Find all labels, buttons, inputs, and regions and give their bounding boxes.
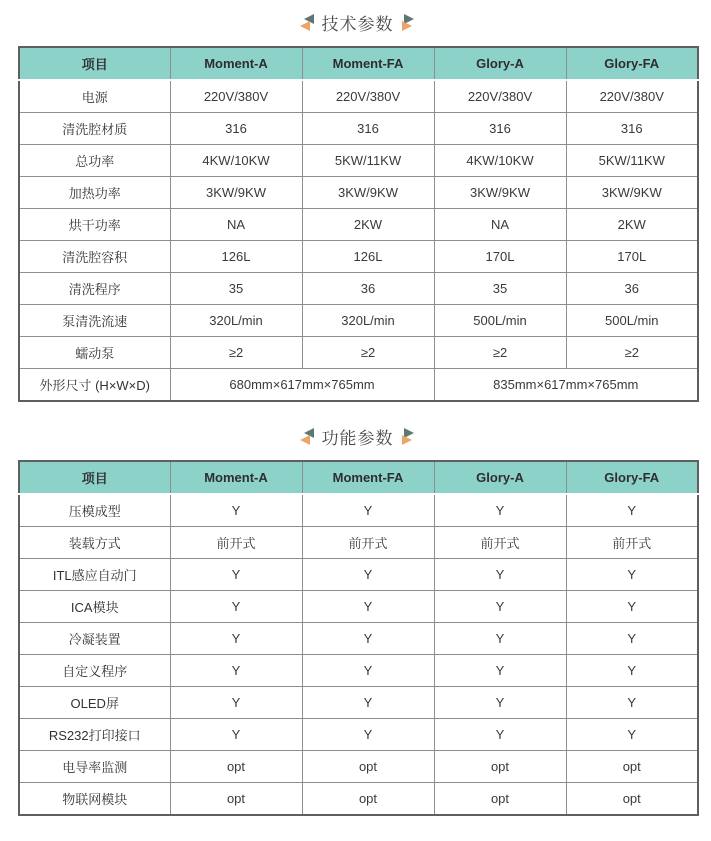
cell-value: ≥2 [302, 337, 434, 369]
section-technical-params [18, 9, 697, 402]
table-row [19, 751, 698, 783]
row-label: 清洗腔材质 [19, 113, 170, 145]
cell-value: 220V/380V [566, 80, 698, 113]
cell-value: 220V/380V [302, 80, 434, 113]
cell-value: 36 [302, 273, 434, 305]
cell-value: NA [170, 209, 302, 241]
table-row [19, 337, 698, 369]
cell-value: Y [302, 559, 434, 591]
cell-value: Y [170, 687, 302, 719]
column-header-model: Moment-A [170, 461, 302, 494]
cell-value: opt [434, 751, 566, 783]
row-label: 装载方式 [19, 527, 170, 559]
cell-value: Y [170, 591, 302, 623]
row-label: 冷凝装置 [19, 623, 170, 655]
technical-params-table [18, 46, 699, 402]
cell-value: 316 [434, 113, 566, 145]
row-label: ICA模块 [19, 591, 170, 623]
cell-value: 3KW/9KW [170, 177, 302, 209]
cell-value: Y [170, 559, 302, 591]
cell-value: Y [566, 559, 698, 591]
column-header-model: Glory-A [434, 47, 566, 80]
column-header-model: Moment-A [170, 47, 302, 80]
cell-value: 320L/min [302, 305, 434, 337]
cell-value: 36 [566, 273, 698, 305]
cell-value: 220V/380V [170, 80, 302, 113]
row-label: 压模成型 [19, 494, 170, 527]
row-label: 清洗腔容积 [19, 241, 170, 273]
cell-value: Y [302, 687, 434, 719]
cell-value: opt [566, 783, 698, 816]
cell-value: Y [170, 623, 302, 655]
table-row [19, 241, 698, 273]
column-header-item: 项目 [19, 47, 170, 80]
row-label: 泵清洗流速 [19, 305, 170, 337]
table-row [19, 494, 698, 527]
cell-value: 126L [302, 241, 434, 273]
title-left-arrows-icon [299, 427, 315, 446]
section-title-text: 功能参数 [321, 428, 394, 448]
table-row [19, 369, 698, 402]
table-row [19, 783, 698, 816]
cell-value: ≥2 [434, 337, 566, 369]
cell-value: 316 [302, 113, 434, 145]
table-row [19, 113, 698, 145]
cell-value: 前开式 [434, 527, 566, 559]
cell-value: Y [302, 719, 434, 751]
section-function-params [18, 423, 697, 816]
cell-value: opt [170, 783, 302, 816]
cell-value: 35 [170, 273, 302, 305]
row-label: 电源 [19, 80, 170, 113]
cell-value: Y [566, 719, 698, 751]
cell-value: 2KW [566, 209, 698, 241]
cell-value: opt [302, 783, 434, 816]
cell-value: Y [170, 655, 302, 687]
row-label: 外形尺寸 (H×W×D) [19, 369, 170, 402]
cell-value: Y [302, 494, 434, 527]
cell-value: 3KW/9KW [566, 177, 698, 209]
function-params-table [18, 460, 699, 816]
cell-value: 500L/min [566, 305, 698, 337]
cell-value: 170L [566, 241, 698, 273]
cell-value: 3KW/9KW [302, 177, 434, 209]
row-label: 蠕动泵 [19, 337, 170, 369]
header-row [19, 47, 698, 80]
cell-value: opt [170, 751, 302, 783]
cell-value: Y [170, 494, 302, 527]
table-row [19, 145, 698, 177]
cell-value: 前开式 [170, 527, 302, 559]
cell-value: Y [170, 719, 302, 751]
row-label: 物联网模块 [19, 783, 170, 816]
section-title-technical [18, 9, 697, 35]
table-row [19, 80, 698, 113]
header-row [19, 461, 698, 494]
cell-value: 316 [170, 113, 302, 145]
cell-value: 680mm×617mm×765mm [170, 369, 434, 402]
cell-value: ≥2 [170, 337, 302, 369]
cell-value: opt [302, 751, 434, 783]
cell-value: Y [434, 655, 566, 687]
cell-value: 500L/min [434, 305, 566, 337]
table-row [19, 273, 698, 305]
row-label: 清洗程序 [19, 273, 170, 305]
cell-value: Y [434, 494, 566, 527]
cell-value: Y [566, 687, 698, 719]
row-label: 自定义程序 [19, 655, 170, 687]
cell-value: Y [302, 655, 434, 687]
column-header-model: Moment-FA [302, 47, 434, 80]
row-label: RS232打印接口 [19, 719, 170, 751]
column-header-model: Glory-FA [566, 47, 698, 80]
cell-value: 35 [434, 273, 566, 305]
title-right-arrows-icon [401, 427, 417, 446]
column-header-model: Moment-FA [302, 461, 434, 494]
cell-value: 316 [566, 113, 698, 145]
table-row [19, 687, 698, 719]
cell-value: 170L [434, 241, 566, 273]
cell-value: ≥2 [566, 337, 698, 369]
cell-value: Y [434, 719, 566, 751]
cell-value: 4KW/10KW [434, 145, 566, 177]
cell-value: Y [434, 623, 566, 655]
cell-value: 220V/380V [434, 80, 566, 113]
cell-value: Y [566, 494, 698, 527]
cell-value: Y [434, 559, 566, 591]
table-row [19, 655, 698, 687]
cell-value: 835mm×617mm×765mm [434, 369, 698, 402]
title-left-arrows-icon [299, 13, 315, 32]
cell-value: Y [566, 655, 698, 687]
cell-value: Y [434, 687, 566, 719]
cell-value: Y [302, 591, 434, 623]
cell-value: Y [302, 623, 434, 655]
title-right-arrows-icon [401, 13, 417, 32]
column-header-item: 项目 [19, 461, 170, 494]
cell-value: Y [434, 591, 566, 623]
cell-value: 4KW/10KW [170, 145, 302, 177]
section-title-text: 技术参数 [321, 14, 394, 34]
row-label: OLED屏 [19, 687, 170, 719]
row-label: 烘干功率 [19, 209, 170, 241]
row-label: 总功率 [19, 145, 170, 177]
section-title-function [18, 423, 697, 449]
cell-value: 320L/min [170, 305, 302, 337]
cell-value: 5KW/11KW [302, 145, 434, 177]
cell-value: Y [566, 591, 698, 623]
table-row [19, 305, 698, 337]
cell-value: 126L [170, 241, 302, 273]
column-header-model: Glory-A [434, 461, 566, 494]
row-label: 电导率监测 [19, 751, 170, 783]
table-row [19, 719, 698, 751]
row-label: ITL感应自动门 [19, 559, 170, 591]
cell-value: Y [566, 623, 698, 655]
table-row [19, 177, 698, 209]
cell-value: 前开式 [302, 527, 434, 559]
cell-value: opt [434, 783, 566, 816]
table-row [19, 527, 698, 559]
column-header-model: Glory-FA [566, 461, 698, 494]
table-row [19, 623, 698, 655]
cell-value: 3KW/9KW [434, 177, 566, 209]
cell-value: opt [566, 751, 698, 783]
table-row [19, 591, 698, 623]
table-row [19, 209, 698, 241]
table-row [19, 559, 698, 591]
cell-value: 5KW/11KW [566, 145, 698, 177]
cell-value: 前开式 [566, 527, 698, 559]
cell-value: NA [434, 209, 566, 241]
cell-value: 2KW [302, 209, 434, 241]
row-label: 加热功率 [19, 177, 170, 209]
